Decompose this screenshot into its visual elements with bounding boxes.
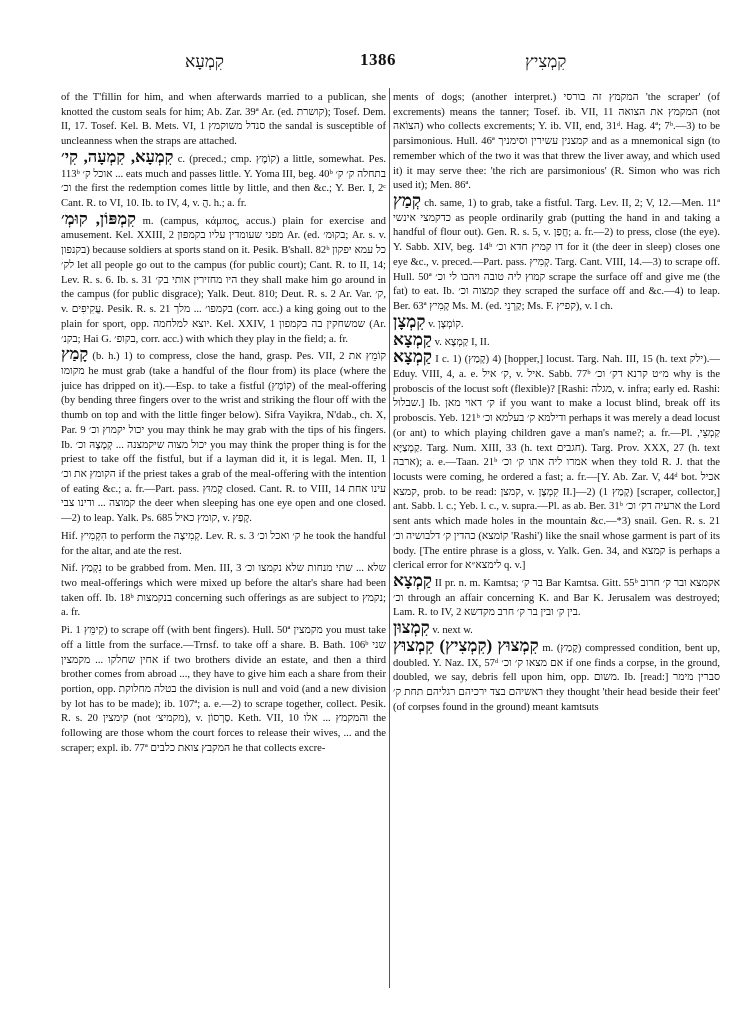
dictionary-entry: [61, 344, 386, 527]
entry-headword: קַמְצָא: [393, 571, 432, 590]
entry-text: v. קַמְצָא I, II.: [434, 336, 490, 348]
left-column: [61, 88, 386, 988]
entry-headword: קַמְצָא: [393, 347, 432, 367]
entry-text: Hif. הִקְמִיץ to perform the קְמִיצָה. Lev. R. s. 3 ק׳ ואכל וכ׳ he took the handful for the altar, and ate the rest.: [61, 530, 386, 557]
header-right-word: קִמְצִיץ: [525, 52, 567, 71]
dictionary-entry: [61, 88, 386, 150]
entry-text: ments of dogs; (another interpret.) המקמץ זה בורסי 'the scraper' (of excrements) means the tanner; Tosef. ib. VII, 11 המקמץ את הצואה (not הצוֹאה) who collects excrements; Y. ib. VII, end, 31ᵈ. Hag. 4ª; 7ᵇ.—3) to be parsimonious. Hull. 46ª קמצנין עשירין וסימניך and as a mnemonical sign (to remember which of the two it was that threw the liver away, and which used it) it may serve thee: 'the rich are parsimonious' (R. Simon who was rich used it); Men. 86ª.: [393, 92, 720, 192]
dictionary-entry: [393, 571, 720, 621]
entry-headword: קִמְצוּן: [393, 618, 430, 638]
entry-headword: קִמְצָן: [393, 311, 426, 331]
dictionary-entry: [393, 635, 720, 716]
dictionary-entry: [393, 329, 720, 351]
page-number: 1386: [360, 50, 396, 69]
entry-text: m. (קָמַץ) compressed condition, bent up, doubled. Y. Naz. IX, 57ᵈ אם מצאו ק׳ וכ׳ if one finds a corpse, in the ground, doubled, we say, debris fell upon him, opp. משום. Ib. [read:] סברין מימר ראשיהם בצד ירכיהם רגליהם תחת ק׳ they thought 'their head beside their feet' (of corpses found in the ground) meant kamtsuts: [393, 642, 720, 713]
dictionary-entry: [393, 347, 720, 574]
entry-text: of the T'fillin for him, and when afterwards married to a publican, she knotted the custom seals for him; Ab. Zar. 39ª Ar. (ed. קושרת); Tosef. Dem. II, 17. Tosef. Kel. B. Mets. VI, 1 סנדל משוקמץ the sandal is susceptible of uncleanness when the straps are attached.: [61, 92, 386, 148]
dictionary-entry: [61, 559, 386, 621]
entry-text: c. (preced.; cmp. קוֹמֶץ) a little, somewhat. Pes. 113ᵇ אוכל ק׳ ... eats much and passes little. Y. Yoma III, beg. 40ᵇ בתחלה ק׳ ק׳ וכ׳ the first the redemption comes little by little, and then &c.; Y. Ber. I, 2ᶜ Cant. R. to VI, 10. Ib. to IV, 4, v. הֲ. h.; a. fr.: [61, 153, 386, 210]
header-left-word: קִמְעָא: [185, 52, 224, 71]
entry-headword: קִמְצוּץ (קִמְצִיץ) קִמְצוּץ: [393, 635, 539, 655]
entry-headword: קִמְפּוֹן, קוּמְ׳: [61, 208, 136, 228]
entry-text: Nif. נִקְמַץ to be grabbed from. Men. III, 3 שלא ... שתי מנחות שלא נקמצו וכ׳ two meal-offerings which were mixed up before the altar's share had been taken off. Ib. 18ᵇ בנקמצות concerning such offerings as are subject to נקמץ; a. fr.: [61, 563, 386, 619]
dictionary-entry: [393, 311, 720, 333]
dictionary-entry: [61, 527, 386, 559]
entry-text: Pi. קִימֵּץ 1) to scrape off (with bent fingers). Hull. 50ª מקמצין you must take off a little from the surface.—Trnsf. to take off a share. B. Bath. 106ᵇ שני אחין שחלקו ... מקמצין if two brothers divide an estate, and then a third brother comes from abroad ..., they have to give him each a share from their portion, opp. בטלה מחלוקת the division is null and void (and a new division by lot has to be made); ib. 107ª; a. e.—2) to scrape together, collect. Pesik. R. s. 20 קימצין (not מקמיצ׳), v. סַרְסוֹן. Keth. VII, 10 והמקמץ ... אלו the following are those whom the court forces to release their wives, ... and the scraper; expl. ib. 77ª המקבץ צואת כלבים he that collects excre-: [61, 625, 386, 754]
entry-headword: קָמַץ: [61, 344, 89, 364]
dictionary-entry: [61, 621, 386, 756]
right-column: [393, 88, 720, 988]
entry-text: ch. same, 1) to grab, take a fistful. Targ. Lev. II, 2; V, 12.—Men. 11ª כדקמצי אינשי as people ordinarily grab (putting the hand in and taking a handful of flour out). Gen. R. s. 5, v. חֲפַן; a. fr.—2) to press, close (the eye). Y. Sabb. XIV, beg. 14ᵇ דו קמיץ חדא וכ׳ for it (the deer in sleep) closes one eye &c., v. preced.—Part. pass. קְמִיץ. Targ. Cant. VIII, 14.—3) to scrape off. Hull. 50ª קמוץ ליה טובה ויהבו לי וכ׳ scrape the surface off and give me (the fat) to eat. Ib. קמצוה וכ׳ they scraped the surface off and &c.—4) to leap. Ber. 63ª קָמִיץ Ms. M. (ed. קַרְנֵי; Ms. F. קפיץ), v. l ch.: [393, 198, 720, 313]
entry-text: (b. h.) 1) to compress, close the hand, grasp. Pes. VII, 2 קוֹמֵץ את מקומו he must grab (take a handful of the flour from) its place (where the juice has dripped on it).—Esp. to take a fistful (קוֹמֶץ) of the meal-offering (by bending three fingers over to the wrist and striking the flour off with the thumb on top and with the little finger below). Sifra Vayikra, N'dab., ch. X, Par. 9 יכול יקמוץ וכ׳ you may think he may grab with the tips of his fingers. Ib. יכול מצוה שיקמצנה ... קְמָצָהּ וכ׳ you may think the proper thing is for the priest to take off the fistful, but if a layman did it, it is legal. Men. II, 1 הקומץ את וכ׳ if the priest takes a grab of the meal-offering with the intention of eating &c.; a. fr.—Part. pass. קָמוּץ closed. Cant. R. to VIII, 14 עינו אחת קמוצה ... ודינו צבי the deer when sleeping has one eye open and one closed.—2) to leap. Yalk. Ps. 685 קומץ כאיל, v. קָפַץ.: [61, 351, 386, 525]
dictionary-entry: [393, 88, 720, 194]
entry-text: v. קוֹמְצָן.: [428, 318, 464, 330]
dictionary-entry: [393, 191, 720, 315]
column-divider: [389, 88, 390, 988]
entry-text: m. (campus, κάμπος, accus.) plain for exercise and amusement. Kel. XXIII, 2 מפני שעומדין עליו בקמפון Ar. (ed. בקוּמ׳; Ar. s. v. בקנפון) because soldiers at sports stand on it. Pesik. B'shall. 82ᵇ כל עמא יפקון לק׳ let all people go out to the campus (for public court); Cant. R. to II, 14; Lev. R. s. 6. Ib. s. 31 היו מחזירין אותי בק׳ they shall make him go around in the campus (for public disgrace); Yalk. Deut. 810; Deut. R. s. 2 Ar. Var. ק׳, v. עֲקִיפִים. Pesik. R. s. 21 בקמפו׳ ... מלך (corr. acc.) a king going out to the plain for sport, opp. יוצא למלחמה. Kel. XXIV, 1 שמשחקין בה בקמפון (Ar. בקנ׳; Hai G. בקופ׳, corr. acc.) with which they play in the field; a. fr.: [61, 215, 386, 345]
entry-headword: קְמַץ: [393, 191, 422, 211]
page-header: [0, 50, 750, 78]
dictionary-entry: [61, 146, 386, 212]
entry-headword: קַמְצָא: [393, 329, 432, 349]
dictionary-entry: [61, 208, 386, 347]
entry-headword: קִמְעָא, קִמְעָה, קִי׳: [61, 146, 174, 166]
entry-text: v. next w.: [432, 625, 473, 637]
entry-text: II pr. n. m. Kamtsa; בר ק׳ Bar Kamtsa. Gitt. 55ᵇ אקמצא ובר ק׳ חרוב וכ׳ through an affair concerning K. and Bar K. Jerusalem was destroyed; Lam. R. to IV, 2 בין ק׳ ובין בר ק׳ חרב מקדשא.: [393, 578, 720, 619]
entry-text: I c. 1) (קָמַץ) 4) [hopper,] locust. Targ. Nah. III, 15 (h. text ילק).—Eduy. VIII, 4, a. e. ק׳ איל, v. איל. Sabb. 77ᵇ מ״ט קרנא דק׳ וכ׳ why is the proboscis of the locust soft (flexible)? [Rashi: מגלה, v. infra; early ed. Rashi: שבלול.] Ib. ק׳ דאוי מאן if you want to make a locust blind, break off its proboscis. Yeb. 121ᵇ ודילמא ק׳ בעלמא וכ׳ perhaps it was merely a dead locust (or ant) to which playing children gave a man's name?; a. fr.—Pl. קַמְצֵי, קַמְצַיָּא. Targ. Num. XIII, 33 (h. text חגבים). Targ. Prov. XXX, 27 (h. text ארבה); a. e.—Taan. 21ᵇ אמרו ליה אתו ק׳ וכ׳ when they told R. J. that the locusts were coming, he ordered a fast; a. fr.—[Y. Ab. Zar. V, 44ᵈ bot. אכיל קמצא, prob. to be read: קמצן, v. קִמְצָן II.]—2) (קָמַץ 1) [scraper, collector,] ant. Sabb. l. c.; Yeb. l. c., v. supra.—Pl. as ab. Ber. 31ᵇ ארעיה דק׳ וכ׳ the Lord sent ants which made holes in the mountain &c.—*3) snail. Gen. R. s. 21 כהדין ק׳ דלבושיה וכ׳ (קוֹמצא 'Rashi') like the snail whose garment is part of its body. [The entire phrase is a gloss, v. Yalk. Gen. 34, and קמצא is perhaps a clerical error for לימצא״א q. v.]: [393, 354, 720, 572]
